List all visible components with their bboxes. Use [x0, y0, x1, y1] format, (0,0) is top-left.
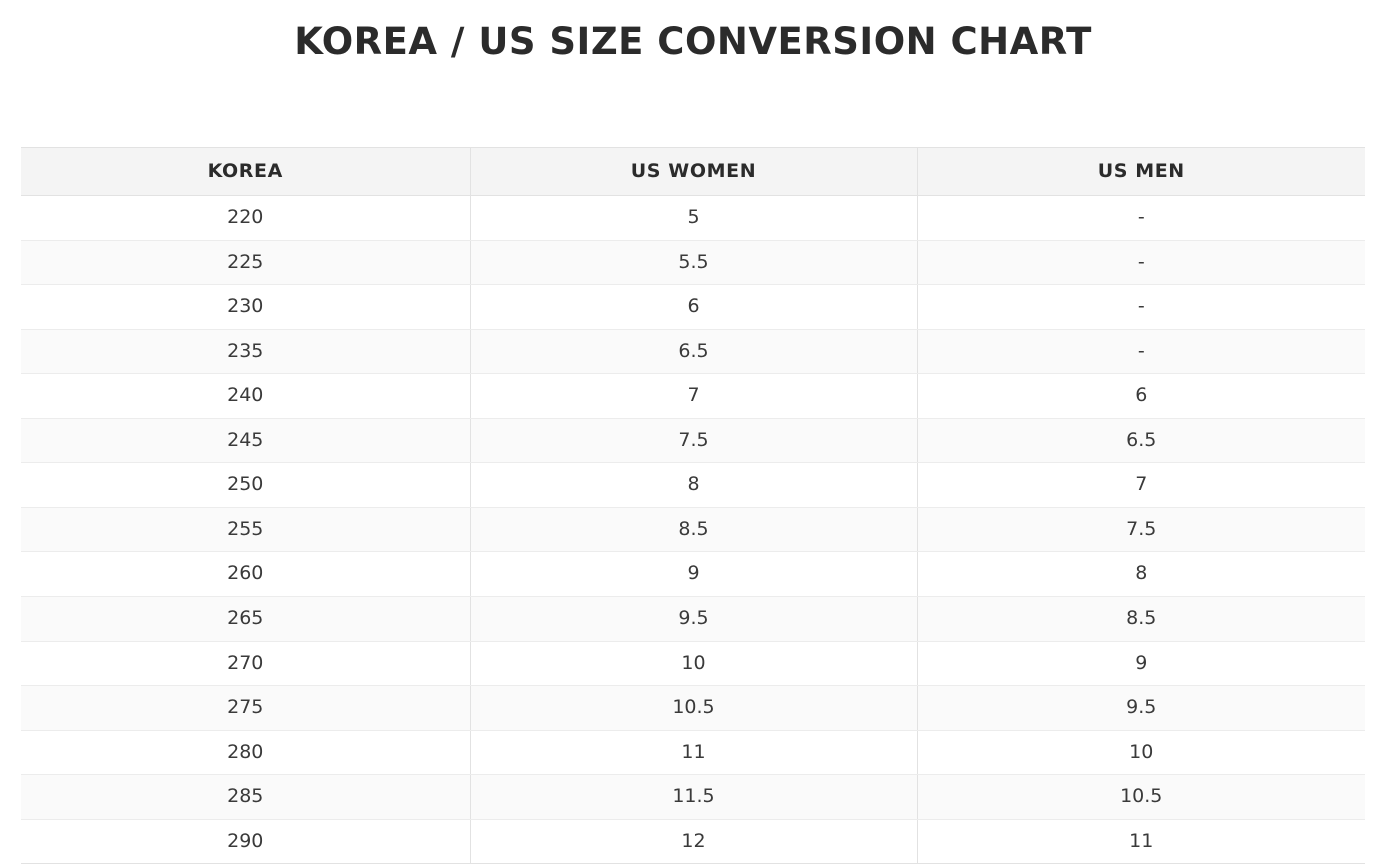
cell-us-men: 6.5: [917, 418, 1365, 463]
table-body: [21, 196, 1365, 864]
table-header-row: [21, 148, 1365, 196]
cell-us-men: 9: [917, 641, 1365, 686]
table-row: [21, 686, 1365, 731]
cell-korea: 245: [21, 418, 470, 463]
column-header-korea: KOREA: [21, 148, 470, 196]
cell-us-women: 5: [470, 196, 917, 241]
cell-korea: 270: [21, 641, 470, 686]
cell-us-men: 11: [917, 819, 1365, 864]
cell-korea: 260: [21, 552, 470, 597]
cell-us-women: 9: [470, 552, 917, 597]
cell-us-women: 5.5: [470, 240, 917, 285]
cell-us-men: 7: [917, 463, 1365, 508]
cell-us-men: -: [917, 196, 1365, 241]
table-row: [21, 641, 1365, 686]
cell-us-men: -: [917, 329, 1365, 374]
cell-korea: 255: [21, 507, 470, 552]
column-header-us-women: US WOMEN: [470, 148, 917, 196]
table-header: [21, 148, 1365, 196]
cell-us-women: 11.5: [470, 775, 917, 820]
cell-korea: 230: [21, 285, 470, 330]
table-row: [21, 463, 1365, 508]
cell-us-women: 9.5: [470, 597, 917, 642]
cell-us-men: 10.5: [917, 775, 1365, 820]
cell-us-men: 8: [917, 552, 1365, 597]
cell-us-women: 8: [470, 463, 917, 508]
cell-korea: 250: [21, 463, 470, 508]
cell-us-women: 7: [470, 374, 917, 419]
table-row: [21, 374, 1365, 419]
cell-korea: 275: [21, 686, 470, 731]
table-row: [21, 597, 1365, 642]
table-row: [21, 285, 1365, 330]
cell-us-women: 11: [470, 730, 917, 775]
size-conversion-table: [21, 147, 1365, 864]
cell-us-women: 6.5: [470, 329, 917, 374]
cell-us-women: 6: [470, 285, 917, 330]
cell-us-men: 6: [917, 374, 1365, 419]
table-row: [21, 507, 1365, 552]
cell-korea: 285: [21, 775, 470, 820]
table-row: [21, 552, 1365, 597]
cell-us-men: 10: [917, 730, 1365, 775]
cell-us-women: 10: [470, 641, 917, 686]
cell-korea: 235: [21, 329, 470, 374]
cell-us-women: 7.5: [470, 418, 917, 463]
cell-us-men: 7.5: [917, 507, 1365, 552]
table-row: [21, 819, 1365, 864]
table-row: [21, 329, 1365, 374]
table-row: [21, 775, 1365, 820]
cell-korea: 240: [21, 374, 470, 419]
cell-korea: 290: [21, 819, 470, 864]
cell-us-men: 9.5: [917, 686, 1365, 731]
cell-us-men: 8.5: [917, 597, 1365, 642]
cell-us-women: 8.5: [470, 507, 917, 552]
cell-korea: 225: [21, 240, 470, 285]
cell-us-women: 12: [470, 819, 917, 864]
table-row: [21, 730, 1365, 775]
cell-korea: 220: [21, 196, 470, 241]
size-table-container: [21, 66, 1365, 864]
cell-us-men: -: [917, 240, 1365, 285]
table-row: [21, 196, 1365, 241]
cell-us-women: 10.5: [470, 686, 917, 731]
cell-us-men: -: [917, 285, 1365, 330]
table-row: [21, 418, 1365, 463]
page-title: KOREA / US SIZE CONVERSION CHART: [294, 20, 1092, 63]
column-header-us-men: US MEN: [917, 148, 1365, 196]
cell-korea: 280: [21, 730, 470, 775]
cell-korea: 265: [21, 597, 470, 642]
table-row: [21, 240, 1365, 285]
